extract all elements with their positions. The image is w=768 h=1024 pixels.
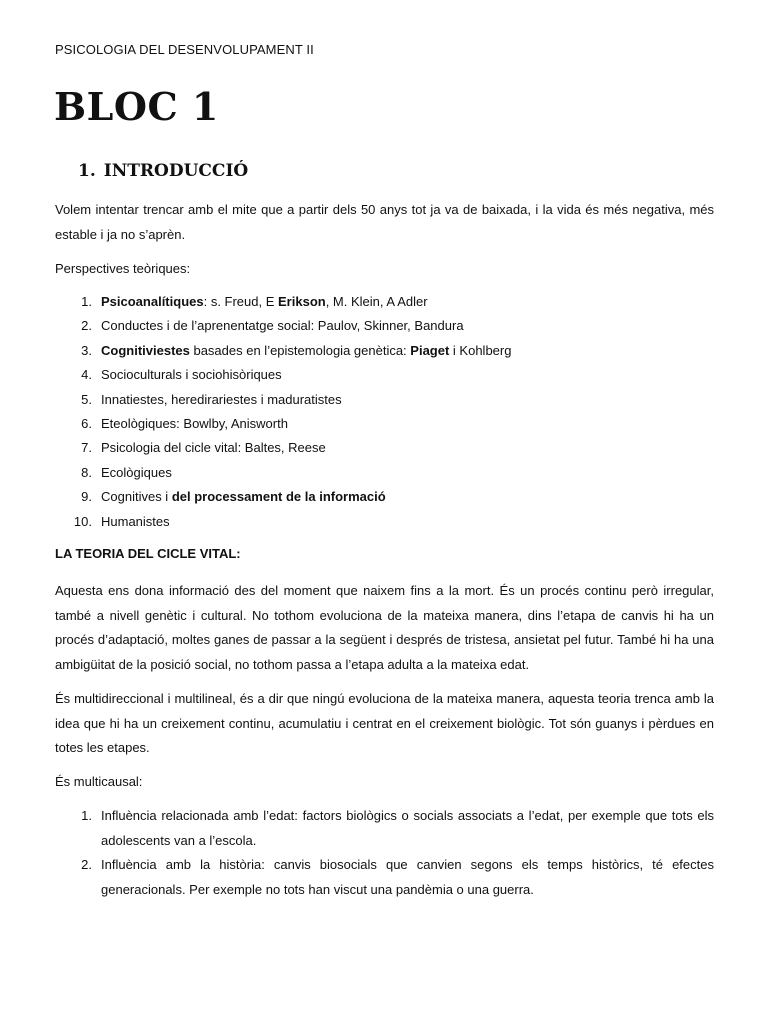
list-text: Influència relacionada amb l’edat: factors biològics o socials associats a l’edat, per exemple que tots els adolescents van a l’escola. — [101, 808, 714, 848]
list-text: Cognitives i — [101, 489, 172, 505]
list-item — [55, 339, 714, 363]
cicle-paragraph-1: Aquesta ens dona informació des del moment que naixem fins a la mort. És un procés continu però irregular, també a nivell genètic i cultural. No tothom evoluciona de la mateixa manera, dins l’etapa de canvis hi ha un procés d’adaptació, moltes ganes de passar a la següent i després de tristesa, ansietat pel futur. També hi ha una ambigüitat de la posició social, no tothom passa a l’etapa adulta a la mateixa edat. — [55, 583, 714, 672]
cicle-vital-heading: LA TEORIA DEL CICLE VITAL: — [55, 546, 241, 561]
list-item — [55, 412, 714, 436]
bold-term: Cognitiviestes — [101, 342, 190, 358]
list-text: Innatiestes, heredirariestes i maduratistes — [101, 391, 342, 407]
list-item — [55, 388, 714, 412]
section-title-text: INTRODUCCIÓ — [103, 161, 249, 181]
list-number: 10. — [73, 513, 92, 529]
list-item — [55, 290, 714, 314]
cicle-paragraph-2: És multidireccional i multilineal, és a dir que ningú evoluciona de la mateixa manera, aquesta teoria trenca amb la idea que hi ha un creixement continu, acumulatiu i centrat en el creixement biològic. Tot són guanys i pèrdues en totes les etapes. — [55, 691, 714, 755]
list-number: 2. — [81, 857, 92, 872]
section-title — [78, 161, 248, 181]
list-text: Eteològiques: Bowlby, Anisworth — [101, 415, 288, 431]
list-number: 3. — [81, 342, 92, 358]
list-text: Influència amb la història: canvis biosocials que canvien segons els temps històrics, té efectes generacionals. Per exemple no tots han viscut una pandèmia o una guerra. — [101, 857, 714, 897]
bold-term: Psicoanalítiques — [101, 294, 204, 309]
bold-term: Piaget — [410, 342, 450, 358]
causes-list — [55, 804, 714, 902]
list-number: 8. — [81, 464, 92, 480]
list-number: 6. — [81, 415, 92, 431]
list-number: 9. — [81, 489, 92, 505]
list-item — [55, 804, 714, 853]
bloc-title: BLOC 1 — [54, 84, 219, 129]
list-text: : s. Freud, E — [203, 294, 279, 309]
multicausal-label: És multicausal: — [55, 774, 143, 789]
perspectives-label: Perspectives teòriques: — [55, 261, 191, 276]
list-item — [55, 436, 714, 460]
list-text: basades en l’epistemologia genètica: — [189, 342, 411, 358]
list-item — [55, 461, 714, 485]
list-number: 1. — [81, 294, 92, 309]
list-item — [55, 363, 714, 387]
list-number: 4. — [81, 367, 92, 383]
list-text: Conductes i de l’aprenentatge social: Paulov, Skinner, Bandura — [101, 318, 464, 334]
list-text: Psicologia del cicle vital: Baltes, Reese — [101, 440, 326, 456]
intro-paragraph: Volem intentar trencar amb el mite que a partir dels 50 anys tot ja va de baixada, i la vida és més negativa, més estable i ja no s’aprèn. — [55, 202, 714, 242]
list-item — [55, 510, 714, 534]
perspectives-list — [55, 290, 714, 534]
section-number: 1. — [78, 161, 96, 181]
list-number: 1. — [81, 808, 92, 823]
list-item — [55, 853, 714, 902]
list-text: Socioculturals i sociohisòriques — [101, 367, 282, 383]
list-text: Ecològiques — [101, 464, 172, 480]
list-text: , M. Klein, A Adler — [325, 294, 428, 309]
bold-term: Erikson — [278, 294, 326, 309]
list-item — [55, 485, 714, 509]
list-item — [55, 314, 714, 338]
list-number: 5. — [81, 391, 92, 407]
list-number: 2. — [81, 318, 92, 334]
list-text: Humanistes — [101, 513, 170, 529]
bold-term: del processament de la informació — [171, 489, 386, 505]
list-text: i Kohlberg — [449, 342, 512, 358]
list-number: 7. — [81, 440, 92, 456]
running-header: PSICOLOGIA DEL DESENVOLUPAMENT II — [55, 42, 314, 57]
